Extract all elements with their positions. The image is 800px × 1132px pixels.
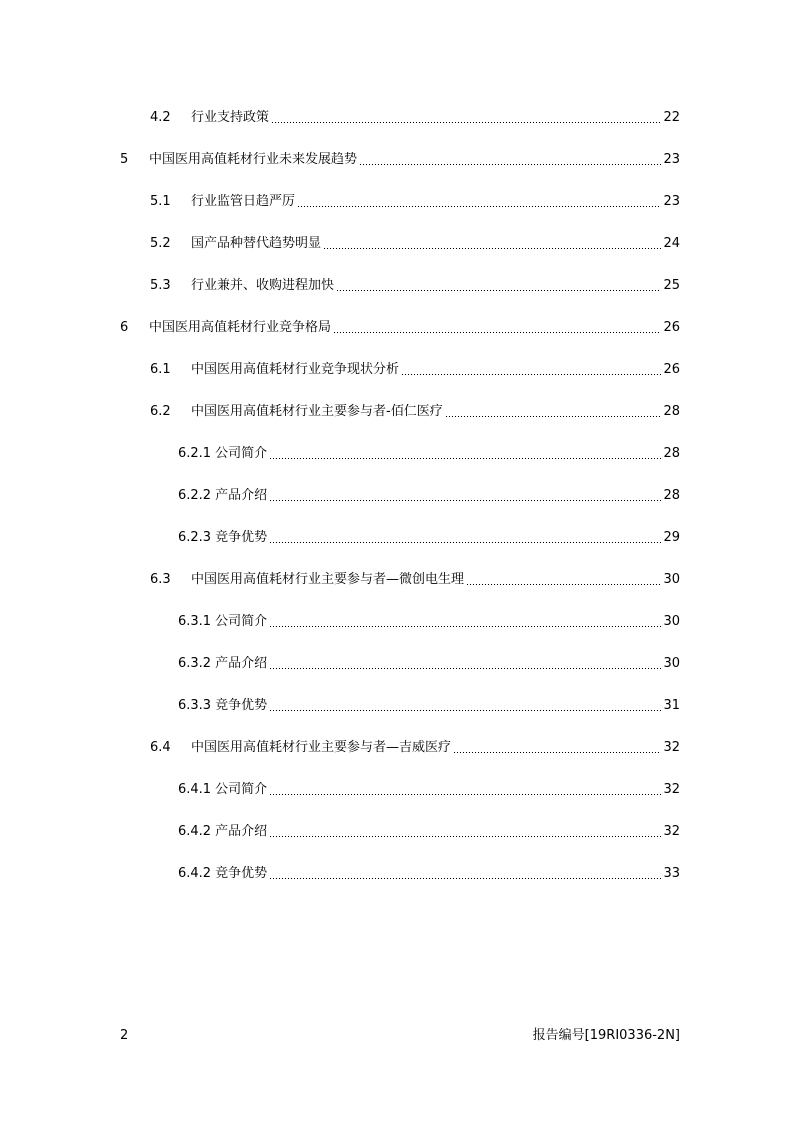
toc-entry-number: 4.2	[150, 110, 171, 125]
toc-entry-number: 5.1	[150, 194, 171, 209]
toc-leader-dots	[453, 752, 661, 753]
toc-entry-page: 28	[663, 446, 680, 461]
toc-leader-dots	[269, 668, 661, 669]
toc-leader-dots	[269, 794, 661, 795]
toc-entry-page: 29	[663, 530, 680, 545]
toc-entry[interactable]	[178, 822, 680, 842]
toc-entry-number: 6.1	[150, 362, 171, 377]
footer-page-number: 2	[120, 1028, 129, 1043]
toc-entry[interactable]	[178, 654, 680, 674]
toc-entry-page: 32	[663, 824, 680, 839]
toc-entry-title: 中国医用高值耗材行业未来发展趋势	[149, 152, 358, 167]
toc-entry-page: 26	[663, 362, 680, 377]
toc-leader-dots	[269, 878, 661, 879]
toc-entry-title: 竞争优势	[215, 866, 268, 881]
toc-entry-page: 28	[663, 488, 680, 503]
toc-entry-number: 6.3.2	[178, 656, 212, 671]
toc-entry-page: 30	[663, 656, 680, 671]
toc-entry-page: 32	[663, 782, 680, 797]
toc-leader-dots	[297, 206, 661, 207]
toc-entry-title: 竞争优势	[215, 530, 268, 545]
toc-entry-title: 中国医用高值耗材行业主要参与者—吉威医疗	[191, 740, 452, 755]
toc-entry-title: 行业支持政策	[191, 110, 270, 125]
toc-entry-number: 6.4.2	[178, 824, 212, 839]
toc-entry-page: 33	[663, 866, 680, 881]
toc-entry-page: 31	[663, 698, 680, 713]
toc-entry-title: 中国医用高值耗材行业竞争格局	[149, 320, 332, 335]
toc-entry-title: 中国医用高值耗材行业主要参与者—微创电生理	[191, 572, 465, 587]
toc-entry-number: 5.3	[150, 278, 171, 293]
toc-entry[interactable]	[120, 318, 680, 338]
toc-entry[interactable]	[120, 150, 680, 170]
toc-entry-page: 32	[663, 740, 680, 755]
toc-entry[interactable]	[150, 570, 680, 590]
toc-entry-number: 6.4.1	[178, 782, 212, 797]
toc-entry-page: 23	[663, 194, 680, 209]
toc-entry[interactable]	[150, 192, 680, 212]
toc-leader-dots	[401, 374, 661, 375]
toc-entry[interactable]	[178, 864, 680, 884]
toc-entry-title: 中国医用高值耗材行业主要参与者-佰仁医疗	[191, 404, 443, 419]
toc-leader-dots	[336, 290, 661, 291]
toc-entry-page: 30	[663, 614, 680, 629]
toc-entry[interactable]	[178, 444, 680, 464]
toc-leader-dots	[445, 416, 662, 417]
toc-entry[interactable]	[150, 738, 680, 758]
toc-leader-dots	[269, 458, 661, 459]
toc-entry-title: 公司简介	[215, 614, 268, 629]
toc-leader-dots	[269, 710, 661, 711]
toc-entry[interactable]	[150, 402, 680, 422]
toc-entry-page: 24	[663, 236, 680, 251]
toc-leader-dots	[359, 164, 661, 165]
toc-entry[interactable]	[178, 780, 680, 800]
toc-entry[interactable]	[150, 108, 680, 128]
toc-entry-title: 产品介绍	[215, 488, 268, 503]
footer-report-id: 报告编号[19RI0336-2N]	[532, 1028, 680, 1043]
toc-leader-dots	[333, 332, 661, 333]
toc-entry-number: 6.2.2	[178, 488, 212, 503]
toc-entry-page: 28	[663, 404, 680, 419]
toc-entry-number: 6.3.3	[178, 698, 212, 713]
toc-entry-title: 国产品种替代趋势明显	[191, 236, 322, 251]
toc-leader-dots	[269, 500, 661, 501]
toc-entry-title: 产品介绍	[215, 824, 268, 839]
toc-entry-number: 5	[120, 152, 129, 167]
toc-entry-number: 6	[120, 320, 129, 335]
toc-entry-number: 5.2	[150, 236, 171, 251]
toc-entry-title: 行业兼并、收购进程加快	[191, 278, 335, 293]
toc-entry-number: 6.2	[150, 404, 171, 419]
toc-entry-number: 6.2.1	[178, 446, 212, 461]
toc-entry-title: 公司简介	[215, 446, 268, 461]
toc-entry-title: 公司简介	[215, 782, 268, 797]
toc-leader-dots	[269, 542, 661, 543]
toc-leader-dots	[269, 836, 661, 837]
toc-leader-dots	[271, 122, 661, 123]
toc-entry[interactable]	[178, 528, 680, 548]
toc-entry-title: 中国医用高值耗材行业竞争现状分析	[191, 362, 400, 377]
toc-entry-number: 6.4	[150, 740, 171, 755]
toc-entry-title: 产品介绍	[215, 656, 268, 671]
toc-entry-number: 6.3	[150, 572, 171, 587]
toc-leader-dots	[466, 584, 661, 585]
toc-entry[interactable]	[150, 360, 680, 380]
toc-leader-dots	[269, 626, 661, 627]
toc-entry-title: 竞争优势	[215, 698, 268, 713]
toc-entry-page: 26	[663, 320, 680, 335]
toc-entry[interactable]	[178, 486, 680, 506]
toc-entry-title: 行业监管日趋严厉	[191, 194, 296, 209]
toc-entry-number: 6.2.3	[178, 530, 212, 545]
toc-entry[interactable]	[178, 612, 680, 632]
toc-entry-page: 22	[663, 110, 680, 125]
toc-entry[interactable]	[178, 696, 680, 716]
toc-entry[interactable]	[150, 234, 680, 254]
toc-entry-number: 6.4.2	[178, 866, 212, 881]
toc-leader-dots	[323, 248, 661, 249]
toc-entry-page: 23	[663, 152, 680, 167]
toc-entry-number: 6.3.1	[178, 614, 212, 629]
toc-entry[interactable]	[150, 276, 680, 296]
toc-entry-page: 30	[663, 572, 680, 587]
page-footer	[120, 1026, 680, 1046]
toc-entry-page: 25	[663, 278, 680, 293]
